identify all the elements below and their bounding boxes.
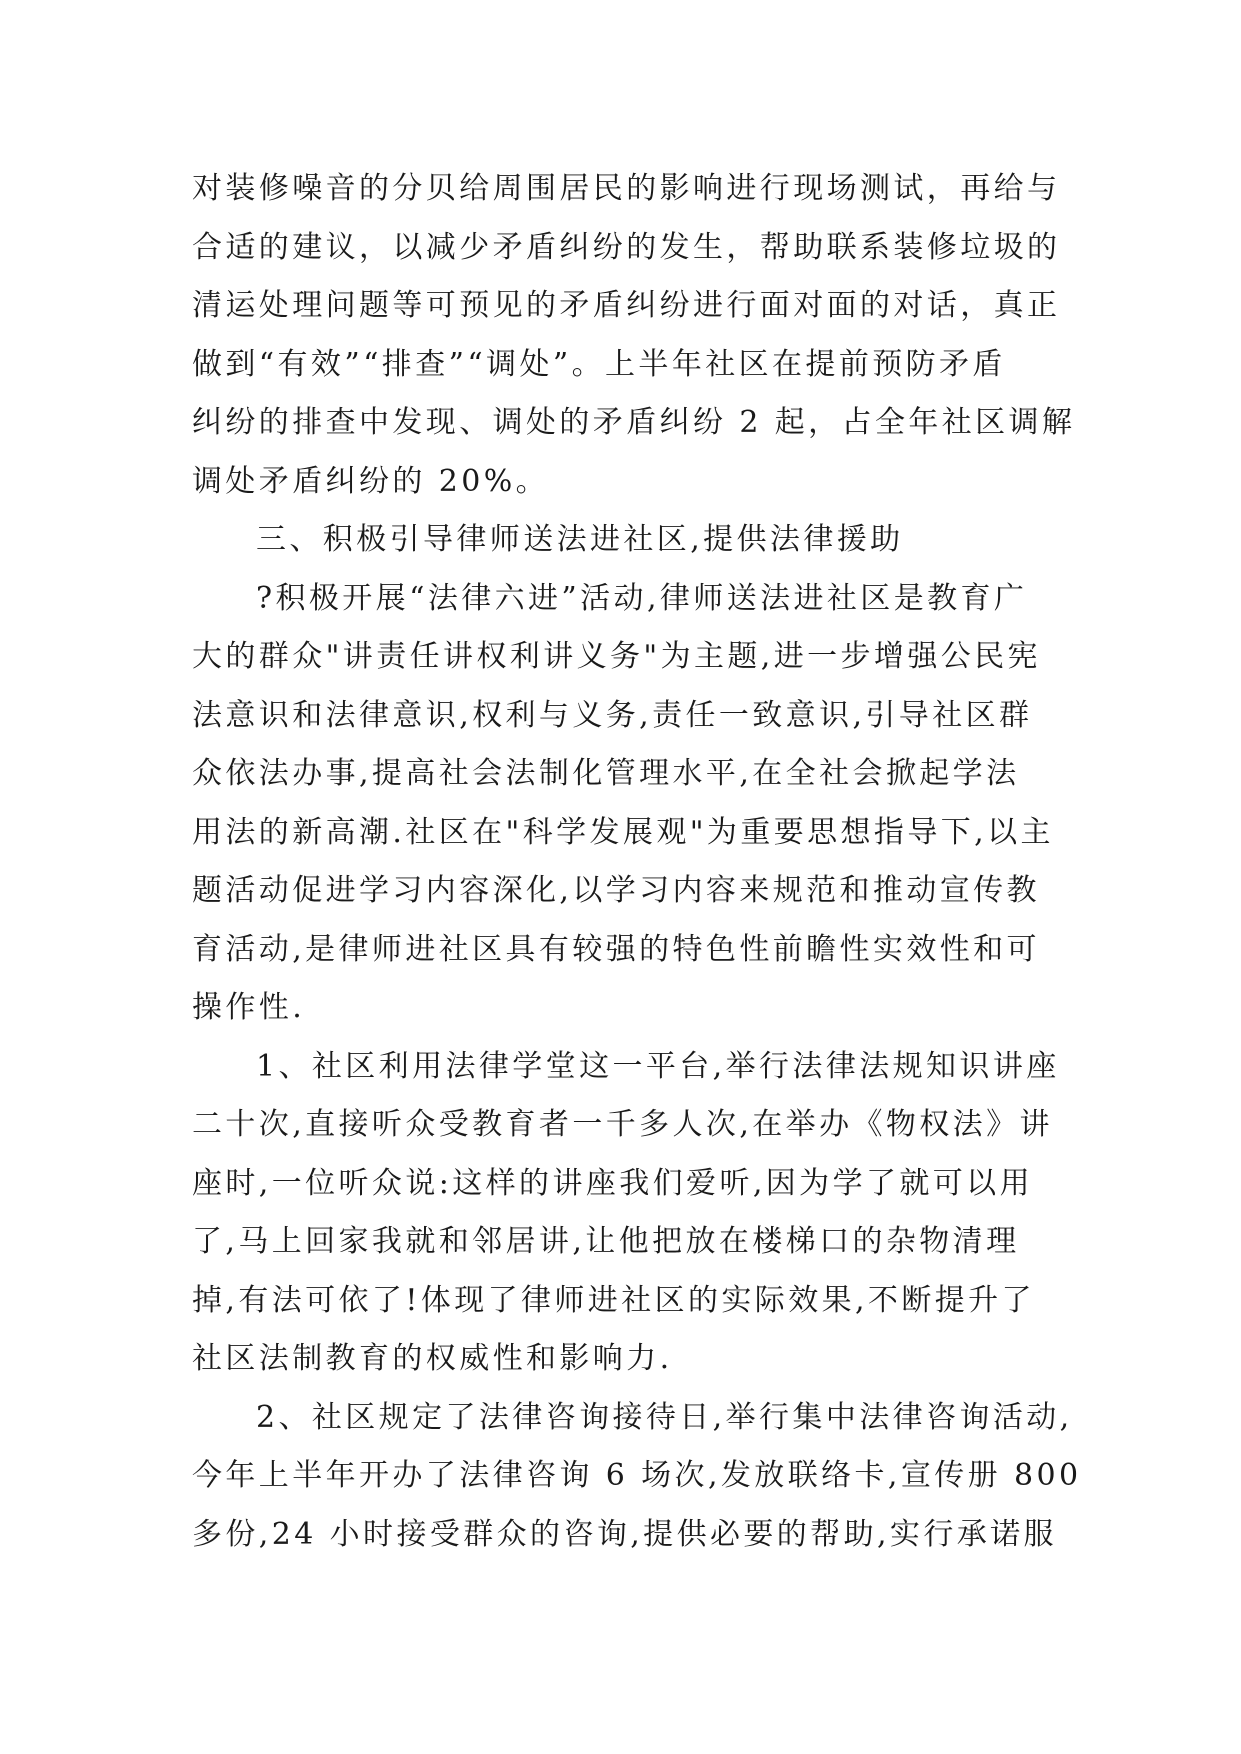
text-line: 2、社区规定了法律咨询接待日,举行集中法律咨询活动, (256, 1399, 1073, 1435)
text-line: 合适的建议，以减少矛盾纠纷的发生，帮助联系装修垃圾的 (192, 229, 1061, 265)
text-line: 多份,24 小时接受群众的咨询,提供必要的帮助,实行承诺服 (192, 1516, 1057, 1552)
text-line: 众依法办事,提高社会法制化管理水平,在全社会掀起学法 (192, 756, 1020, 791)
text-line: 二十次,直接听众受教育者一千多人次,在举办《物权法》讲 (192, 1107, 1053, 1142)
text-line: ?积极开展“法律六进”活动,律师送法进社区是教育广 (256, 580, 1028, 616)
text-line: 大的群众"讲责任讲权利讲义务"为主题,进一步增强公民宪 (192, 639, 1041, 674)
text-line: 调处矛盾纠纷的 20%。 (192, 463, 550, 499)
text-line: 育活动,是律师进社区具有较强的特色性前瞻性实效性和可 (192, 931, 1040, 967)
text-line: 做到“有效”“排查”“调处”。上半年社区在提前预防矛盾 (192, 346, 1006, 382)
text-line: 掉,有法可依了!体现了律师进社区的实际效果,不断提升了 (192, 1282, 1035, 1318)
text-line: 操作性. (192, 990, 306, 1025)
text-line: 了,马上回家我就和邻居讲,让他把放在楼梯口的杂物清理 (192, 1224, 1020, 1259)
text-line: 社区法制教育的权威性和影响力. (192, 1341, 673, 1376)
text-line: 法意识和法律意识,权利与义务,责任一致意识,引导社区群 (192, 697, 1033, 733)
text-line: 1、社区利用法律学堂这一平台,举行法律法规知识讲座 (256, 1048, 1060, 1084)
section-heading: 三、积极引导律师送法进社区,提供法律援助 (256, 522, 904, 557)
text-line: 清运处理问题等可预见的矛盾纠纷进行面对面的对话，真正 (192, 288, 1061, 323)
text-line: 题活动促进学习内容深化,以学习内容来规范和推动宣传教 (192, 873, 1040, 908)
document-body (192, 160, 1082, 1564)
text-line: 用法的新高潮.社区在"科学发展观"为重要思想指导下,以主 (192, 814, 1054, 850)
text-line: 座时,一位听众说:这样的讲座我们爱听,因为学了就可以用 (192, 1165, 1033, 1201)
text-line: 对装修噪音的分贝给周围居民的影响进行现场测试，再给与 (192, 171, 1061, 206)
text-line: 今年上半年开办了法律咨询 6 场次,发放联络卡,宣传册 800 (192, 1458, 1082, 1493)
text-line: 纠纷的排查中发现、调处的矛盾纠纷 2 起，占全年社区调解 (192, 405, 1076, 440)
